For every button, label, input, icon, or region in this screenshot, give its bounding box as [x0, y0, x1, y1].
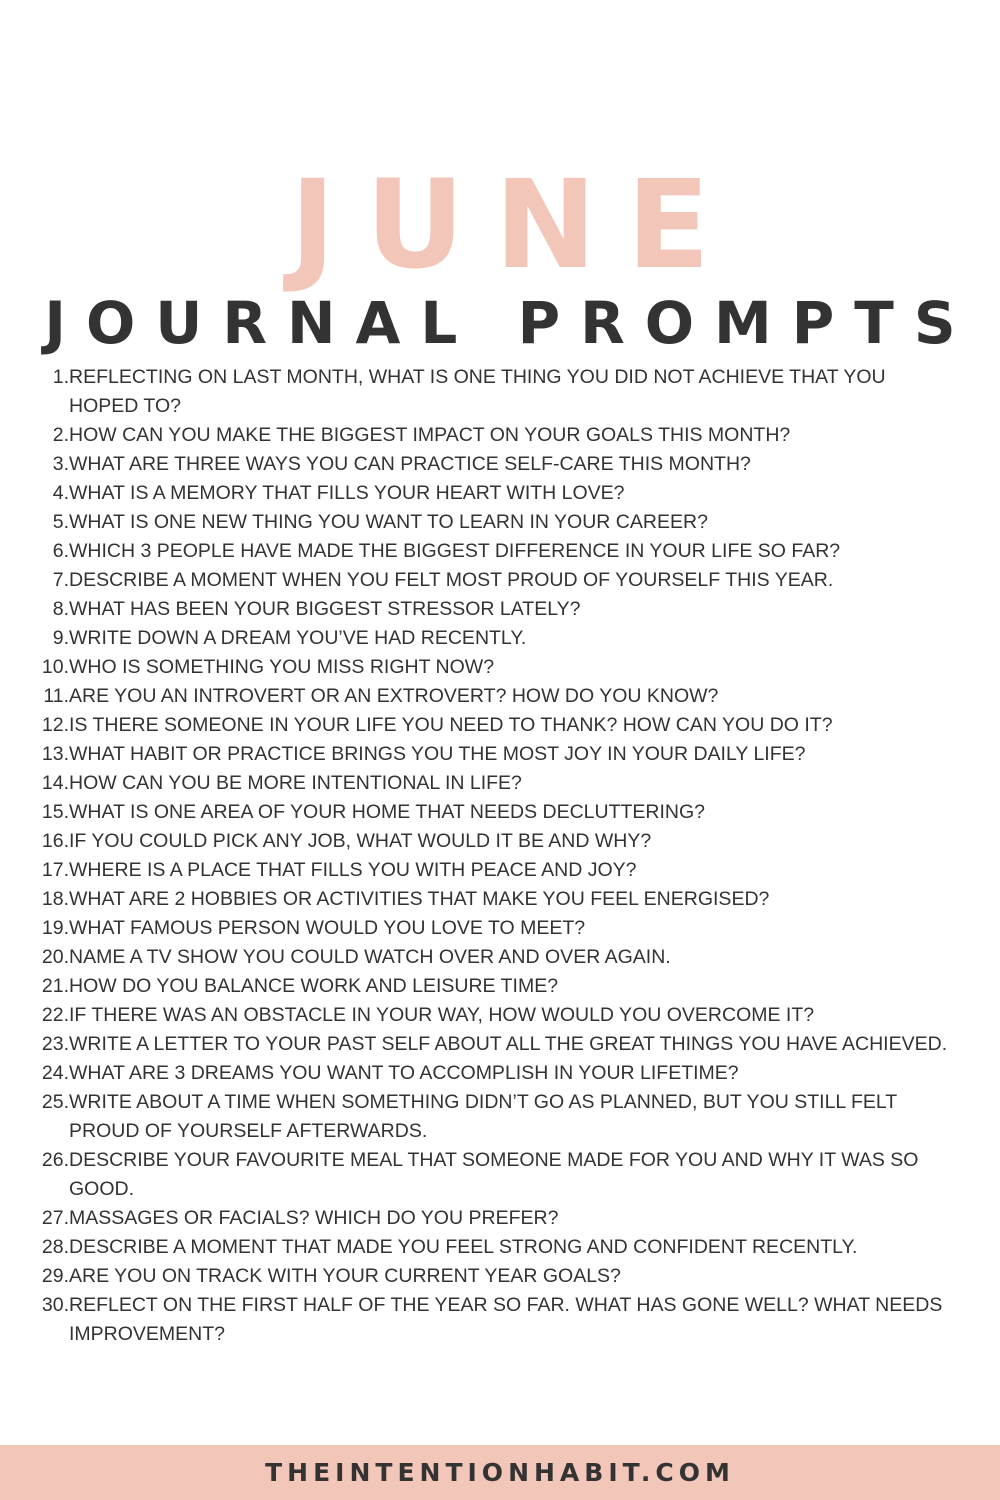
prompt-item [30, 624, 960, 653]
prompt-text: IS THERE SOMEONE IN YOUR LIFE YOU NEED TO THANK? HOW CAN YOU DO IT? [69, 714, 833, 736]
prompt-item [30, 682, 960, 711]
prompt-number: 25. [41, 1091, 69, 1113]
prompt-item [30, 1001, 960, 1030]
prompt-number: 22. [41, 1004, 69, 1026]
prompt-text: WHAT ARE 2 HOBBIES OR ACTIVITIES THAT MAKE YOU FEEL ENERGISED? [69, 888, 770, 910]
prompt-number: 11. [43, 685, 69, 707]
prompt-item [30, 566, 960, 595]
prompt-number: 18. [41, 888, 69, 910]
prompt-item [30, 595, 960, 624]
prompt-item [30, 711, 960, 740]
prompt-list [30, 363, 960, 1349]
prompt-number: 20. [41, 946, 69, 968]
prompt-text: IF THERE WAS AN OBSTACLE IN YOUR WAY, HOW WOULD YOU OVERCOME IT? [69, 1004, 815, 1026]
prompt-number: 30. [41, 1294, 69, 1316]
prompt-item [30, 943, 960, 972]
footer-bar [0, 1445, 1000, 1500]
prompt-number: 1. [52, 366, 69, 388]
prompt-item [30, 508, 960, 537]
prompt-text: REFLECTING ON LAST MONTH, WHAT IS ONE THING YOU DID NOT ACHIEVE THAT YOU HOPED TO? [69, 366, 886, 417]
prompt-item [30, 769, 960, 798]
prompt-item [30, 798, 960, 827]
prompt-item [30, 1291, 960, 1349]
prompt-item [30, 1088, 960, 1146]
prompt-text: WRITE A LETTER TO YOUR PAST SELF ABOUT ALL THE GREAT THINGS YOU HAVE ACHIEVED. [69, 1033, 948, 1055]
prompt-number: 21. [41, 975, 69, 997]
prompt-text: WRITE ABOUT A TIME WHEN SOMETHING DIDN’T GO AS PLANNED, BUT YOU STILL FELT PROUD OF YOURSELF AFTERWARDS. [69, 1091, 897, 1142]
prompt-number: 10. [41, 656, 69, 678]
prompt-number: 28. [41, 1236, 69, 1258]
prompt-text: DESCRIBE YOUR FAVOURITE MEAL THAT SOMEONE MADE FOR YOU AND WHY IT WAS SO GOOD. [69, 1149, 919, 1200]
prompt-text: ARE YOU ON TRACK WITH YOUR CURRENT YEAR GOALS? [69, 1265, 621, 1287]
prompt-number: 7. [52, 569, 69, 591]
prompt-text: MASSAGES OR FACIALS? WHICH DO YOU PREFER? [69, 1207, 559, 1229]
prompt-text: IF YOU COULD PICK ANY JOB, WHAT WOULD IT BE AND WHY? [69, 830, 652, 852]
prompt-text: WHICH 3 PEOPLE HAVE MADE THE BIGGEST DIFFERENCE IN YOUR LIFE SO FAR? [69, 540, 841, 562]
prompt-number: 13. [41, 743, 69, 765]
prompt-number: 6. [52, 540, 69, 562]
website-url: THEINTENTIONHABIT.COM [265, 1458, 735, 1487]
prompt-item [30, 827, 960, 856]
prompt-text: REFLECT ON THE FIRST HALF OF THE YEAR SO FAR. WHAT HAS GONE WELL? WHAT NEEDS IMPROVEMENT? [69, 1294, 943, 1345]
prompt-text: HOW CAN YOU BE MORE INTENTIONAL IN LIFE? [69, 772, 522, 794]
journal-prompts-heading: JOURNAL PROMPTS [44, 289, 976, 358]
prompt-number: 8. [52, 598, 69, 620]
prompt-number: 2. [52, 424, 69, 446]
prompt-number: 3. [52, 453, 69, 475]
prompt-item [30, 421, 960, 450]
prompt-number: 26. [41, 1149, 69, 1171]
prompt-number: 4. [52, 482, 69, 504]
prompt-number: 24. [41, 1062, 69, 1084]
prompt-number: 19. [41, 917, 69, 939]
prompt-item [30, 1030, 960, 1059]
prompt-number: 15. [41, 801, 69, 823]
prompt-item [30, 363, 960, 421]
prompt-text: DESCRIBE A MOMENT WHEN YOU FELT MOST PROUD OF YOURSELF THIS YEAR. [69, 569, 834, 591]
prompt-text: WHAT IS A MEMORY THAT FILLS YOUR HEART WITH LOVE? [69, 482, 625, 504]
prompt-number: 5. [52, 511, 69, 533]
prompt-item [30, 479, 960, 508]
prompt-item [30, 537, 960, 566]
prompt-text: WRITE DOWN A DREAM YOU’VE HAD RECENTLY. [69, 627, 527, 649]
prompt-text: WHO IS SOMETHING YOU MISS RIGHT NOW? [69, 656, 495, 678]
prompt-number: 12. [41, 714, 69, 736]
prompt-text: DESCRIBE A MOMENT THAT MADE YOU FEEL STRONG AND CONFIDENT RECENTLY. [69, 1236, 858, 1258]
prompt-item [30, 740, 960, 769]
prompt-number: 29. [41, 1265, 69, 1287]
prompt-item [30, 914, 960, 943]
prompt-text: WHAT ARE 3 DREAMS YOU WANT TO ACCOMPLISH IN YOUR LIFETIME? [69, 1062, 739, 1084]
prompt-text: ARE YOU AN INTROVERT OR AN EXTROVERT? HOW DO YOU KNOW? [69, 685, 719, 707]
prompt-item [30, 1146, 960, 1204]
prompt-number: 17. [41, 859, 69, 881]
prompt-text: WHAT HAS BEEN YOUR BIGGEST STRESSOR LATELY? [69, 598, 581, 620]
prompt-item [30, 885, 960, 914]
month-title: JUNE [290, 153, 740, 296]
prompt-number: 16. [41, 830, 69, 852]
prompt-item [30, 1233, 960, 1262]
prompt-item [30, 653, 960, 682]
prompt-number: 14. [41, 772, 69, 794]
prompt-text: WHAT ARE THREE WAYS YOU CAN PRACTICE SELF-CARE THIS MONTH? [69, 453, 751, 475]
prompt-text: WHAT HABIT OR PRACTICE BRINGS YOU THE MOST JOY IN YOUR DAILY LIFE? [69, 743, 806, 765]
prompt-text: WHAT IS ONE AREA OF YOUR HOME THAT NEEDS DECLUTTERING? [69, 801, 706, 823]
prompt-item [30, 450, 960, 479]
prompt-item [30, 1059, 960, 1088]
prompt-item [30, 856, 960, 885]
prompt-item [30, 1262, 960, 1291]
prompt-text: HOW DO YOU BALANCE WORK AND LEISURE TIME? [69, 975, 559, 997]
prompt-text: NAME A TV SHOW YOU COULD WATCH OVER AND OVER AGAIN. [69, 946, 671, 968]
prompt-item [30, 1204, 960, 1233]
prompt-text: WHAT FAMOUS PERSON WOULD YOU LOVE TO MEET? [69, 917, 586, 939]
prompt-number: 9. [52, 627, 69, 649]
prompt-text: WHERE IS A PLACE THAT FILLS YOU WITH PEACE AND JOY? [69, 859, 637, 881]
prompt-number: 23. [41, 1033, 69, 1055]
prompt-number: 27. [41, 1207, 69, 1229]
prompt-item [30, 972, 960, 1001]
prompt-text: HOW CAN YOU MAKE THE BIGGEST IMPACT ON YOUR GOALS THIS MONTH? [69, 424, 791, 446]
prompt-text: WHAT IS ONE NEW THING YOU WANT TO LEARN IN YOUR CAREER? [69, 511, 708, 533]
